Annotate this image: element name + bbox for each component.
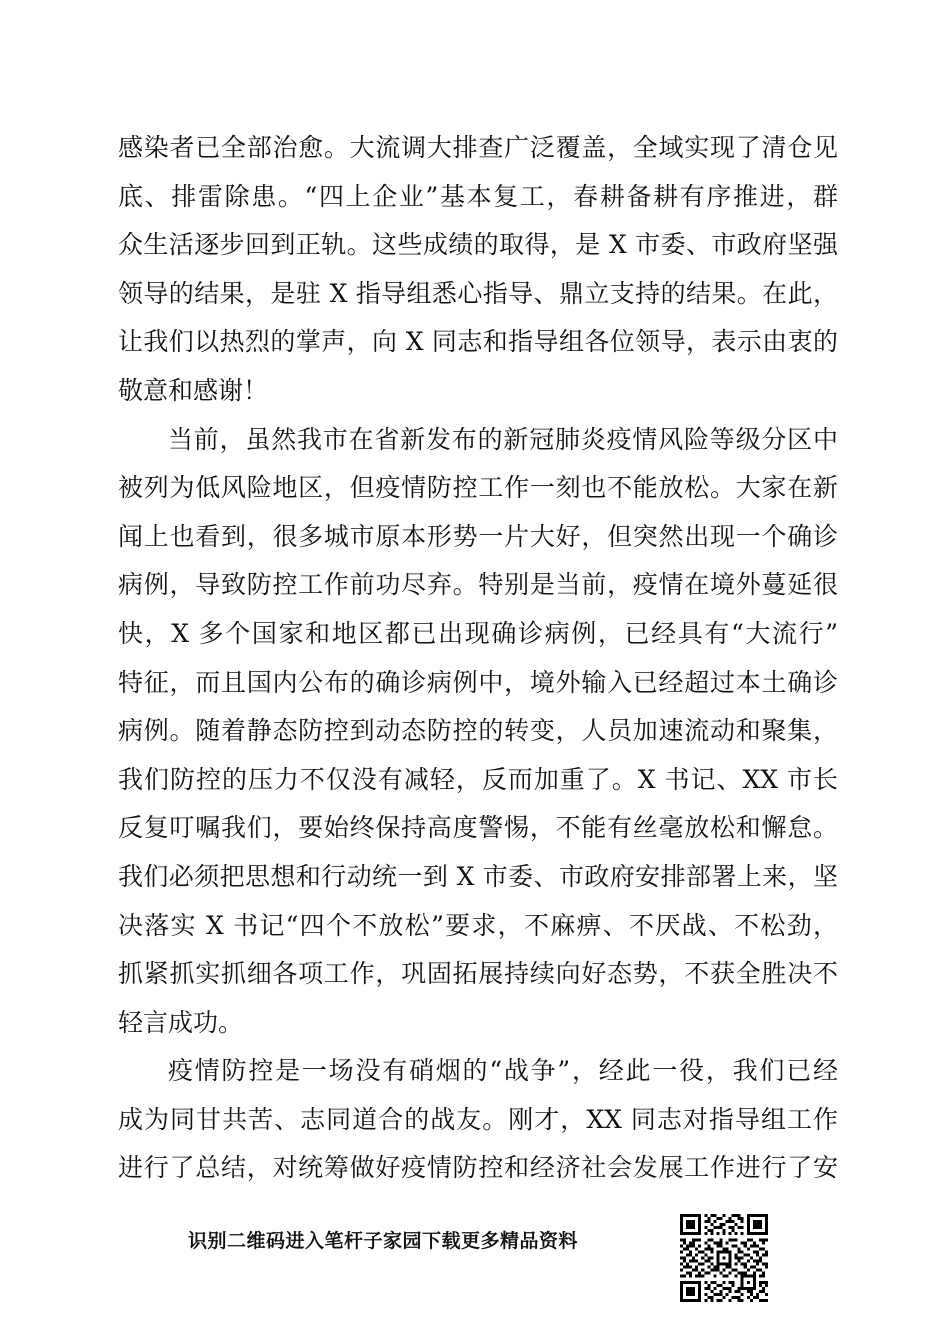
text-line: 被列为低风险地区，但疫情防控工作一刻也不能放松。大家在新 xyxy=(118,473,838,503)
text-line: 底、排雷除患。“四上企业”基本复工，春耕备耕有序推进，群 xyxy=(118,181,838,211)
text-line: 我们防控的压力不仅没有减轻，反而加重了。X 书记、XX 市长 xyxy=(118,764,838,794)
text-line: 让我们以热烈的掌声，向 X 同志和指导组各位领导，表示由衷的 xyxy=(118,327,838,357)
text-line: 敬意和感谢！ xyxy=(118,375,269,405)
paragraph xyxy=(118,416,838,1048)
text-line: 众生活逐步回到正轨。这些成绩的取得，是 X 市委、市政府坚强 xyxy=(118,230,838,260)
text-line: 闻上也看到，很多城市原本形势一片大好，但突然出现一个确诊 xyxy=(118,521,838,551)
text-line: 成为同甘共苦、志同道合的战友。刚才，XX 同志对指导组工作 xyxy=(118,1104,838,1134)
footer xyxy=(0,1210,950,1310)
text-line: 特征，而且国内公布的确诊病例中，境外输入已经超过本土确诊 xyxy=(118,667,838,697)
paragraph xyxy=(118,124,838,416)
text-line: 感染者已全部治愈。大流调大排查广泛覆盖，全域实现了清仓见 xyxy=(118,133,838,162)
text-line: 决落实 X 书记“四个不放松”要求，不麻痹、不厌战、不松劲， xyxy=(118,910,838,940)
text-line: 当前，虽然我市在省新发布的新冠肺炎疫情风险等级分区中 xyxy=(168,424,838,454)
footer-promo-text: 识别二维码进入笔杆子家园下载更多精品资料 xyxy=(188,1230,579,1252)
paragraph xyxy=(118,1047,838,1193)
text-line: 病例，导致防控工作前功尽弃。特别是当前，疫情在境外蔓延很 xyxy=(118,570,838,600)
text-line: 我们必须把思想和行动统一到 X 市委、市政府安排部署上来，坚 xyxy=(118,861,838,891)
body-text xyxy=(118,124,838,1193)
text-line: 领导的结果，是驻 X 指导组悉心指导、鼎立支持的结果。在此， xyxy=(118,278,838,308)
text-line: 进行了总结，对统筹做好疫情防控和经济社会发展工作进行了安 xyxy=(118,1153,838,1183)
text-line: 病例。随着静态防控到动态防控的转变，人员加速流动和聚集， xyxy=(118,716,838,746)
qr-code-icon[interactable] xyxy=(680,1214,768,1302)
text-line: 反复叮嘱我们，要始终保持高度警惕，不能有丝毫放松和懈怠。 xyxy=(118,813,838,843)
text-line: 抓紧抓实抓细各项工作，巩固拓展持续向好态势，不获全胜决不 xyxy=(118,959,838,989)
text-line: 快，X 多个国家和地区都已出现确诊病例，已经具有“大流行” xyxy=(118,618,838,648)
text-line: 轻言成功。 xyxy=(118,1007,244,1037)
text-line: 疫情防控是一场没有硝烟的“战争”，经此一役，我们已经 xyxy=(168,1056,838,1086)
